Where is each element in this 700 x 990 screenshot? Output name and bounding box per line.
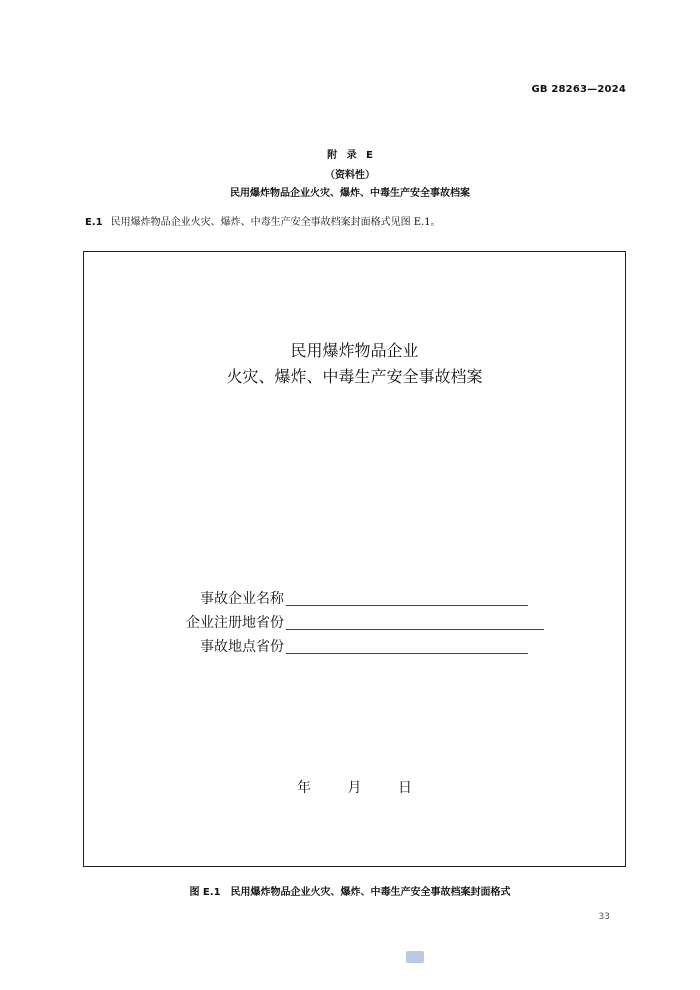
- date-day: 日: [397, 780, 412, 796]
- field-registration-province: [166, 612, 544, 632]
- blank-line: [286, 628, 544, 630]
- cover-title-line2: 火灾、爆炸、中毒生产安全事故档案: [226, 367, 483, 386]
- clause-number: E.1: [85, 217, 103, 228]
- date-year: 年: [297, 780, 312, 796]
- field-label: 事故地点省份: [200, 639, 284, 655]
- figure-caption: 图 E.1 民用爆炸物品企业火灾、爆炸、中毒生产安全事故档案封面格式: [189, 887, 511, 898]
- field-enterprise-name: [166, 588, 528, 608]
- clause-text: 民用爆炸物品企业火灾、爆炸、中毒生产安全事故档案封面格式见图 E.1。: [110, 217, 441, 228]
- clause-e1: [85, 213, 441, 228]
- blank-line: [286, 652, 528, 654]
- date-month: 月: [347, 780, 362, 796]
- standard-code: GB 28263—2024: [531, 84, 626, 95]
- field-label: 企业注册地省份: [186, 615, 284, 631]
- cover-format-box: [83, 251, 626, 867]
- field-accident-province: [166, 636, 528, 656]
- cover-title-line1: 民用爆炸物品企业: [290, 341, 419, 360]
- annex-nature: （资料性）: [325, 170, 375, 181]
- page-number: 33: [598, 912, 610, 922]
- publisher-mark-icon: [406, 951, 424, 963]
- field-label: 事故企业名称: [200, 591, 284, 607]
- blank-line: [286, 604, 528, 606]
- annex-title: 民用爆炸物品企业火灾、爆炸、中毒生产安全事故档案: [230, 188, 470, 199]
- cover-date: [84, 777, 625, 797]
- annex-heading: 附 录 E: [327, 150, 373, 161]
